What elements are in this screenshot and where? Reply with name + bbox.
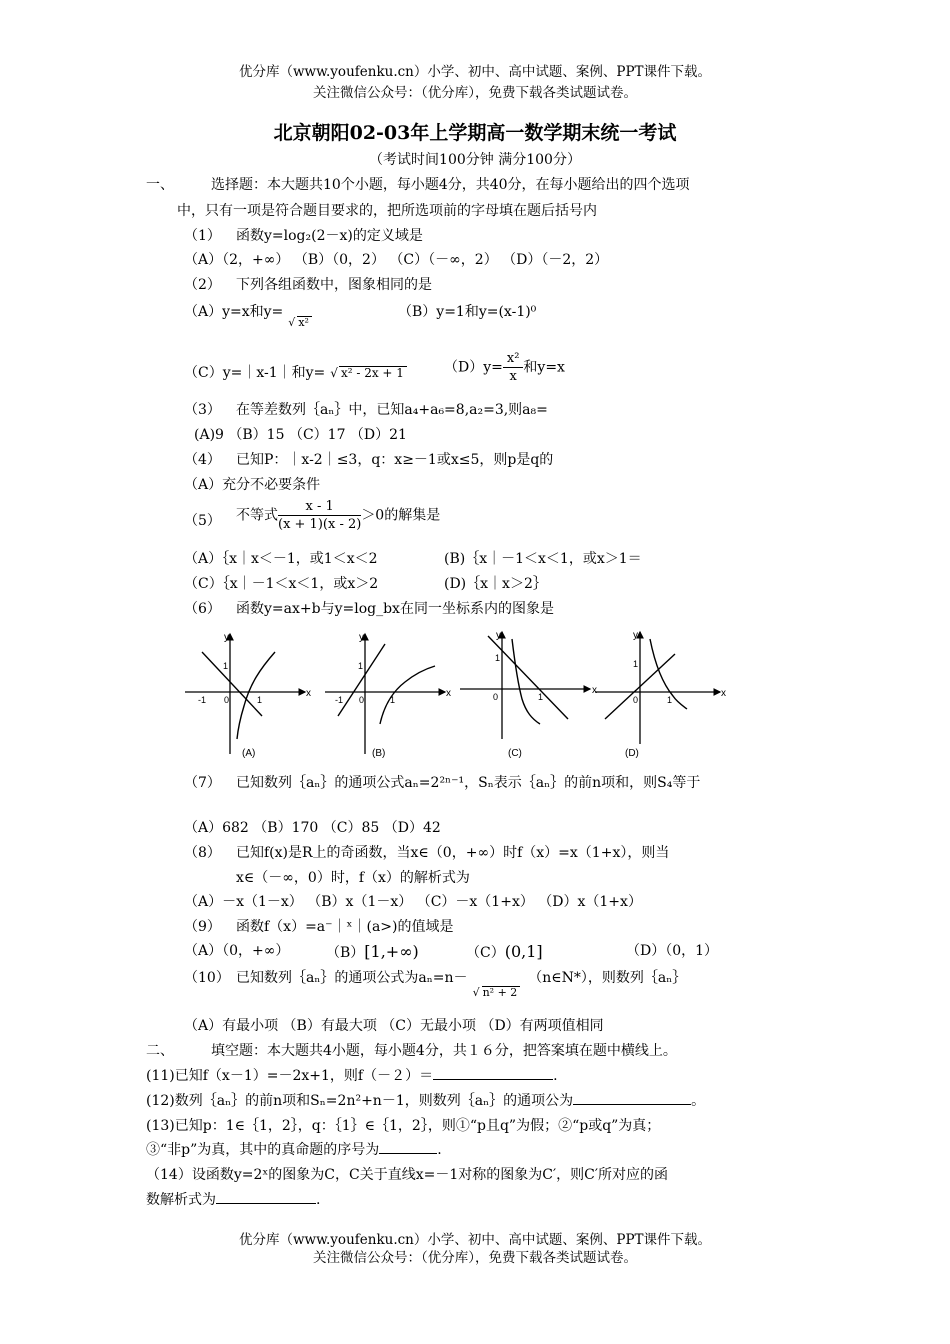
q9-option-c [466,944,543,960]
q6-graph-c [460,630,597,759]
q12-end: 。 [691,1093,706,1109]
q5-number: （5） [184,513,221,529]
q2-option-d-denominator: x [509,369,517,384]
q14-text: 数解析式为 [146,1192,216,1208]
q10-stem: 已知数列｛aₙ｝的通项公式为aₙ=n－ [236,970,468,986]
q6-graph-b-line [338,644,385,716]
q4-number: （4） [184,452,221,468]
q8-options: （A）－x（1－x） （B）x（1－x） （C）－x（1+x） （D）x（1+x） [184,894,642,910]
q6-graph-d-label: (D) [625,748,639,759]
section1-text-line1: 选择题：本大题共10个小题，每小题4分，共40分，在每小题给出的四个选项 [211,177,690,193]
q5-option-d: (D)｛x｜x＞2｝ [444,576,547,592]
q2-option-a-radical: √ x² [297,316,312,328]
q9-option-b [326,944,419,960]
q9-stem: 函数f（x）=a⁻｜ˣ｜(a>)的值域是 [236,919,454,935]
q8-stem-line1: 已知f(x)是R上的奇函数，当x∈（0，+∞）时f（x）=x（1+x），则当 [236,845,670,861]
q5-option-b: (B)｛x｜－1＜x＜1，或x＞1＝ [444,551,642,567]
q6-graph-c-curve [512,639,540,724]
q3-number: （3） [184,402,221,418]
q6-graph-d-tick-x1: 1 [667,695,673,705]
q6-graph-c-tick-o: 0 [493,692,499,702]
q2-option-d [444,352,565,383]
q6-graph-a-label: (A) [242,748,256,759]
q5-stem: 不等式 [236,507,278,524]
q1-options: （A）（2，+∞） （B）（0，2） （C）（－∞，2） （D）（－2，2） [184,252,609,268]
q5-denominator: (x + 1)(x - 2) [278,517,362,532]
q6-graph-c-line [488,636,568,719]
q13-text: ③“非p”为真，其中的真命题的序号为 [146,1142,380,1158]
q3-stem: 在等差数列｛aₙ｝中，已知a₄+a₆=8,a₂=3,则a₈= [236,402,548,418]
q2-option-d-text: （D）y= [444,359,503,376]
q11-end: . [553,1068,558,1084]
q9-option-a: （A）（0，+∞） [184,943,290,959]
q7-options: （A）682 （B）170 （C）85 （D）42 [184,820,441,836]
q6-number: （6） [184,601,221,617]
section1-number: 一、 [146,177,174,193]
q12-answer-blank[interactable] [573,1104,691,1105]
q11-answer-blank[interactable] [433,1079,553,1080]
q6-graph-b-tick-o: 0 [359,695,365,705]
q2-stem: 下列各组函数中，图象相同的是 [236,277,432,293]
q6-graph-b [325,632,451,759]
q6-graph-d-tick-o: 0 [633,695,639,705]
q13-end: . [437,1142,442,1158]
q6-graph-c-tick-y1: 1 [495,653,501,663]
q9-option-d: （D）（0，1） [626,943,719,959]
q5-tail: ＞0的解集是 [361,507,441,524]
q1-stem: 函数y=log₂(2－x)的定义域是 [236,228,423,244]
q6-graph-c-ylabel: y [496,630,501,641]
q6-graph-c-label: (C) [508,748,522,759]
q7-stem: 已知数列｛aₙ｝的通项公式aₙ=2²ⁿ⁻¹，Sₙ表示｛aₙ｝的前n项和，则S₄等于 [236,775,701,791]
q2-option-b: （B）y=1和y=(x-1)⁰ [398,304,537,320]
header-line-1: 优分库（www.youfenku.cn）小学、初中、高中试题、案例、PPT课件下载。 [238,64,712,80]
q2-option-c-radical: √ x² - 2x + 1 [339,366,407,379]
q5-fraction [278,500,361,531]
q10-radical: √ n² + 2 [482,986,521,998]
q2-option-d-numerator: x² [503,352,524,368]
q10-tail: （n∈N*），则数列｛aₙ｝ [528,970,687,986]
q6-graph-a-tick-x1: 1 [257,695,263,705]
q6-graph-b-label: (B) [372,748,386,759]
section1-text-line2: 中，只有一项是符合题目要求的，把所选项前的字母填在题后括号内 [177,203,597,219]
q11-text: (11)已知f（x－1）=－2x+1，则f（－２）＝ [146,1068,434,1084]
q6-graph-b-xlabel: x [446,688,451,699]
q13-answer-blank[interactable] [379,1153,437,1154]
q6-graph-d-ylabel: y [633,630,638,641]
q14-line2 [146,1193,320,1207]
q2-option-d-fraction [503,352,524,383]
header-line-2: 关注微信公众号：（优分库），免费下载各类试题试卷。 [313,85,637,101]
q8-number: （8） [184,845,221,861]
q6-graph-a-tick-neg1: -1 [198,695,207,705]
q6-graph-d-xlabel: x [721,688,726,699]
q5-numerator: x - 1 [278,500,361,516]
q4-options: （A）充分不必要条件 [184,477,321,493]
q5-stem-line [236,500,440,531]
q6-graph-a-tick-o: 0 [224,695,230,705]
q2-option-d-tail: 和y=x [523,359,565,376]
q6-graph-a [185,632,311,759]
q6-graph-c-tick-x1: 1 [538,692,544,702]
q6-stem: 函数y=ax+b与y=log_bx在同一坐标系内的图象是 [236,601,554,617]
q3-options: (A)9 （B）15 （C）17 （D）21 [194,427,407,443]
q10-number: （10） [184,970,230,986]
q6-graph-d-tick-y1: 1 [633,659,639,669]
q2-option-a [184,304,312,329]
q2-option-a-text: （A）y=x和y= [184,304,284,320]
q6-graph-a-tick-y1: 1 [223,661,229,671]
q9-option-b-value: [1,+∞) [364,942,419,961]
q2-option-c-text: （C）y=｜x-1｜和y= [184,365,326,381]
q9-number: （9） [184,919,221,935]
q9-option-c-value: (0,1] [504,942,543,961]
q6-graph-b-curve [380,666,435,724]
q6-graph-b-tick-y1: 1 [358,661,364,671]
q12-text: (12)数列｛aₙ｝的前n项和Sₙ=2n²+n－1，则数列｛aₙ｝的通项公为 [146,1093,574,1109]
q5-option-c: （C）｛x｜－1＜x＜1，或x＞2 [184,576,379,592]
q12 [146,1094,705,1108]
q5-option-a: （A）｛x｜x＜－1，或1＜x＜2 [184,551,378,567]
footer-line-2: 关注微信公众号：（优分库），免费下载各类试题试卷。 [313,1250,637,1266]
q6-graph-c-xlabel: x [592,685,597,696]
q2-number: （2） [184,277,221,293]
q10-options: （A）有最小项 （B）有最大项 （C）无最小项 （D）有两项值相同 [184,1018,604,1034]
q1-number: （1） [184,228,221,244]
page-subtitle: （考试时间100分钟 满分100分） [369,152,581,168]
q7-number: （7） [184,775,221,791]
page-title: 北京朝阳02-03年上学期高一数学期末统一考试 [273,122,677,144]
q10-stem-line [236,970,687,999]
q9-option-b-label: （B） [326,945,365,961]
q6-graph-a-ylabel: y [224,632,229,643]
q6-graph-b-tick-x1: 1 [390,695,396,705]
q8-stem-line2: x∈（－∞，0）时，f（x）的解析式为 [236,870,470,886]
q9-option-c-label: （C） [466,945,505,961]
section2-text: 填空题：本大题共4小题，每小题4分，共１６分，把答案填在题中横线上。 [211,1043,677,1059]
q2-option-c [184,366,407,380]
q6-graph-d [595,630,726,759]
q4-stem: 已知P：｜x-2｜≤3，q：x≥－1或x≤5，则p是q的 [236,452,554,468]
section2-number: 二、 [146,1043,174,1059]
q13-line1: (13)已知p：1∈｛1，2｝，q：｛1｝∈｛1，2｝，则①“p且q”为假；②“p或q”为真； [146,1118,661,1134]
q6-graph-a-xlabel: x [306,688,311,699]
q13-line2 [146,1143,442,1157]
q6-graph-b-tick-neg1: -1 [335,695,344,705]
q6-graphs [180,624,730,764]
q6-graph-b-ylabel: y [359,632,364,643]
q14-answer-blank[interactable] [216,1203,316,1204]
q14-end: . [316,1192,321,1208]
q14-line1: （14）设函数y=2ˣ的图象为C，C关于直线x=－1对称的图象为C′，则C′所对应的函 [146,1167,669,1183]
q11 [146,1069,558,1083]
footer-line-1: 优分库（www.youfenku.cn）小学、初中、高中试题、案例、PPT课件下载。 [238,1232,712,1248]
